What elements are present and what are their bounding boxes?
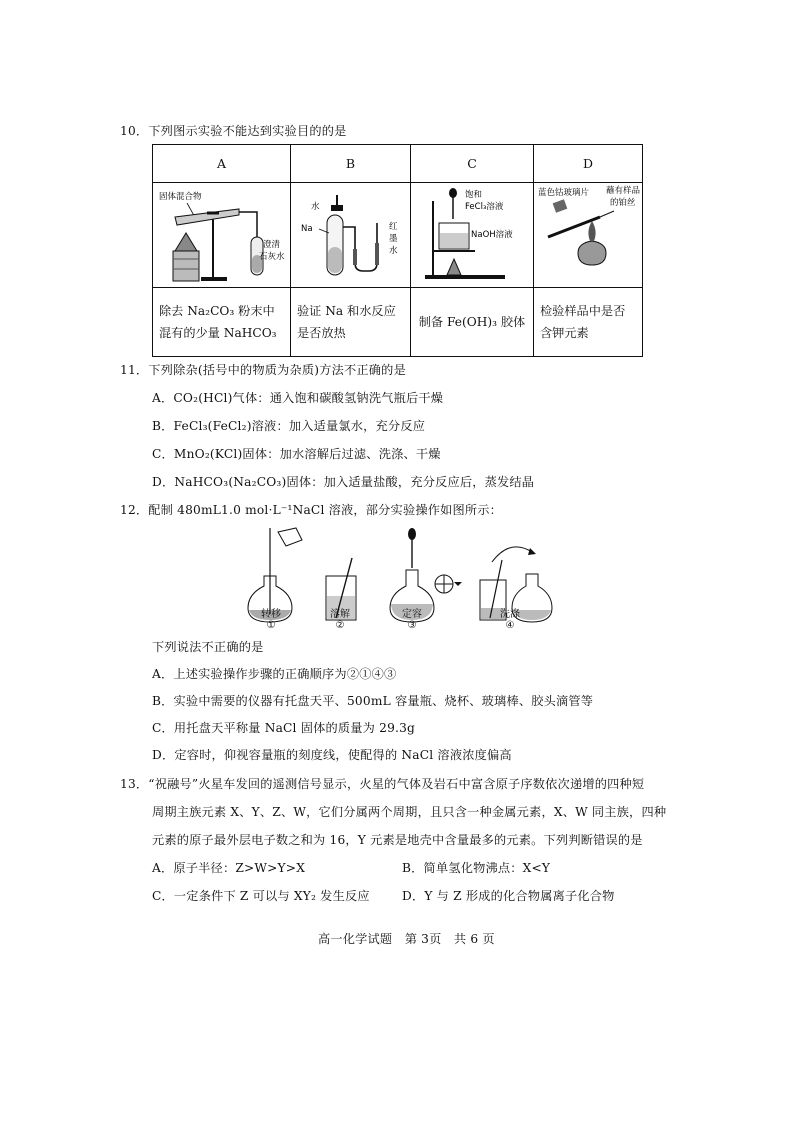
- q13-option-b: B．简单氢化物沸点：X<Y: [402, 861, 551, 875]
- q11-option-d: D．NaHCO₃(Na₂CO₃)固体：加入适量盐酸，充分反应后，蒸发结晶: [152, 475, 535, 489]
- q12-step1-label: 转移 ①: [261, 609, 281, 631]
- fig-b-label-red2: 墨: [389, 234, 398, 244]
- q13-stem-line2: 周期主族元素 X、Y、Z、W，它们分属两个周期，且只含一种金属元素，X、W 同主族，四种: [152, 805, 667, 819]
- fig-b-label-water: 水: [311, 202, 320, 212]
- q13-stem-line1: 13．“祝融号”火星车发回的遥测信号显示，火星的气体及岩石中富含原子序数依次递增的四种短: [120, 777, 645, 791]
- q10-col-a: A: [153, 145, 291, 183]
- q10-purpose-c: 制备 Fe(OH)₃ 胶体: [411, 288, 534, 357]
- fig-a-label-solid: 固体混合物: [159, 192, 202, 202]
- q10-col-c: C: [411, 145, 534, 183]
- q10-col-d: D: [534, 145, 643, 183]
- q10-table: [152, 144, 643, 357]
- heating-apparatus-figure: [153, 183, 289, 287]
- fig-b-label-red3: 水: [389, 246, 398, 256]
- flame-test-figure: [534, 183, 641, 287]
- fig-d-label-glass: 蓝色钴玻璃片: [538, 188, 590, 198]
- q12-sub-stem: 下列说法不正确的是: [152, 640, 264, 654]
- q10-figure-b: [291, 183, 411, 288]
- q12-stem: 12．配制 480mL1.0 mol·L⁻¹NaCl 溶液，部分实验操作如图所示：: [120, 503, 503, 517]
- q10-purpose-b: 验证 Na 和水反应是否放热: [291, 288, 411, 357]
- q13-stem-line3: 元素的原子最外层电子数之和为 16，Y 元素是地壳中含量最多的元素。下列判断错误的是: [152, 833, 643, 847]
- fig-b-label-red1: 红: [389, 222, 398, 232]
- q11-option-c: C．MnO₂(KCl)固体：加水溶解后过滤、洗涤、干燥: [152, 447, 441, 461]
- q12-step3-label: 定容 ③: [402, 609, 422, 631]
- fig-c-label-naoh: NaOH溶液: [471, 230, 513, 240]
- q10-figure-d: [534, 183, 643, 288]
- q10-purpose-a: 除去 Na₂CO₃ 粉末中混有的少量 NaHCO₃: [153, 288, 291, 357]
- page-footer: 高一化学试题 第 3页 共 6 页: [318, 932, 495, 946]
- q10-col-b: B: [291, 145, 411, 183]
- q12-option-b: B．实验中需要的仪器有托盘天平、500mL 容量瓶、烧杯、玻璃棒、胶头滴管等: [152, 694, 594, 708]
- fe-oh3-figure: [411, 183, 532, 287]
- na-water-figure: [291, 183, 409, 287]
- q12-option-a: A．上述实验操作步骤的正确顺序为②①④③: [152, 667, 397, 681]
- q11-option-b: B．FeCl₃(FeCl₂)溶液：加入适量氯水，充分反应: [152, 419, 426, 433]
- q10-figure-a: [153, 183, 291, 288]
- q10-figure-c: [411, 183, 534, 288]
- fig-a-label-lime2: 石灰水: [259, 252, 285, 262]
- q10-purpose-d: 检验样品中是否含钾元素: [534, 288, 643, 357]
- fig-d-label-sample2: 的铂丝: [610, 198, 636, 208]
- q13-option-d: D．Y 与 Z 形成的化合物属离子化合物: [402, 889, 615, 903]
- q13-option-c: C．一定条件下 Z 可以与 XY₂ 发生反应: [152, 889, 370, 903]
- q10-stem: 10．下列图示实验不能达到实验目的的是: [120, 124, 347, 138]
- fig-c-label-sat: 饱和: [465, 190, 483, 200]
- fig-b-label-na: Na: [301, 224, 313, 234]
- fig-c-label-fecl3: FeCl₃溶液: [465, 202, 504, 212]
- q12-option-d: D．定容时，仰视容量瓶的刻度线，使配得的 NaCl 溶液浓度偏高: [152, 748, 512, 762]
- q11-option-a: A．CO₂(HCl)气体：通入饱和碳酸氢钠洗气瓶后干燥: [152, 391, 444, 405]
- fig-d-label-sample1: 蘸有样品: [606, 186, 641, 196]
- q11-stem: 11．下列除杂(括号中的物质为杂质)方法不正确的是: [120, 363, 406, 377]
- q12-step2-label: 溶解 ②: [330, 609, 350, 631]
- fig-a-label-lime1: 澄清: [263, 240, 281, 250]
- q12-step4-label: 洗涤 ④: [500, 609, 520, 631]
- q12-option-c: C．用托盘天平称量 NaCl 固体的质量为 29.3g: [152, 721, 416, 735]
- q13-option-a: A．原子半径：Z>W>Y>X: [152, 861, 306, 875]
